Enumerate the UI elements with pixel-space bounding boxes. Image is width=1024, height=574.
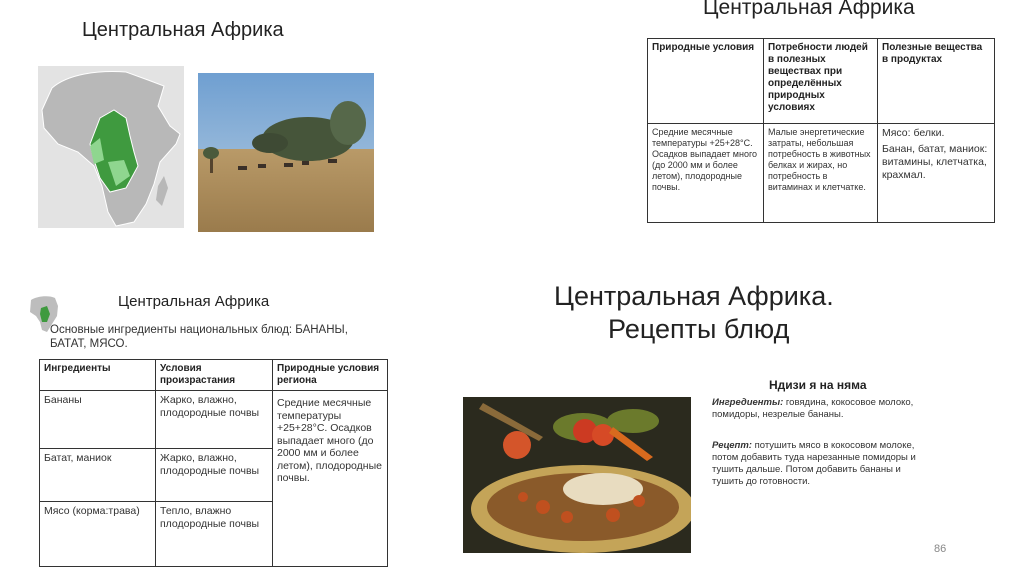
q2-header-needs: Потребности людей в полезных веществах при определённых природных условиях [764,39,878,124]
q3-row1-conditions: Жарко, влажно, плодородные почвы [156,391,273,449]
q4-title-line1: Центральная Африка. [554,281,834,311]
q2-meat-text: Мясо: белки. [882,127,945,139]
q2-header-conditions: Природные условия [648,39,764,124]
q3-header-growth: Условия произрастания [156,360,273,391]
dish-photo [463,397,691,553]
q3-row1-ingredient: Бананы [40,391,156,449]
q3-row2-conditions: Жарко, влажно, плодородные почвы [156,449,273,502]
q3-intro: Основные ингредиенты национальных блюд: БАНАНЫ, БАТАТ, МЯСО. [50,324,348,350]
page-number: 86 [934,543,947,555]
q3-table [39,359,388,567]
q3-row2-ingredient: Батат, маниок [40,449,156,502]
recipe-text: потушить мясо в кокосовом молоке, потом добавить туда нарезанные помидоры и тушить дальше. Потом добавить бананы и тушить до готовности. [712,440,916,487]
q2-cell-nutrients [878,124,995,223]
savanna-photo [198,73,374,232]
dish-recipe [712,440,930,488]
q3-region-cell: Средние месячные температуры +25+28°С. Осадков выпадает много (до 2000 мм и более летом), плодородные почвы. [273,391,388,567]
q3-header-region: Природные условия региона [273,360,388,391]
q3-row3-conditions: Тепло, влажно плодородные почвы [156,502,273,567]
dish-name: Ндизи я на няма [769,378,867,392]
q2-cell-conditions: Средние месячные температуры +25+28°С. Осадков выпадает много (до 2000 мм и более летом), плодородные почвы. [648,124,764,223]
q4-title-line2: Рецепты блюд [608,314,790,344]
dish-ingredients [712,397,930,421]
q1-title: Центральная Африка [82,19,284,41]
q3-row3-ingredient: Мясо (корма:трава) [40,502,156,567]
q2-cell-needs: Малые энергетические затраты, небольшая потребность в животных белках и жирах, но потребность в витаминах и клетчатке. [764,124,878,223]
q3-header-ingredients: Ингредиенты [40,360,156,391]
ingredients-label: Ингредиенты: [712,397,784,408]
q2-plants-text: Банан, батат, маниок: витамины, клетчатка, крахмал. [882,143,988,181]
q2-header-nutrients: Полезные вещества в продуктах [878,39,995,124]
q3-title: Центральная Африка [118,293,270,310]
recipe-label: Рецепт: [712,440,752,451]
africa-map [38,66,184,228]
q2-title: Центральная Африка [703,0,915,19]
ingredients-text: говядина, кокосовое молоко, помидоры, незрелые бананы. [712,397,914,420]
q2-table [647,38,995,223]
